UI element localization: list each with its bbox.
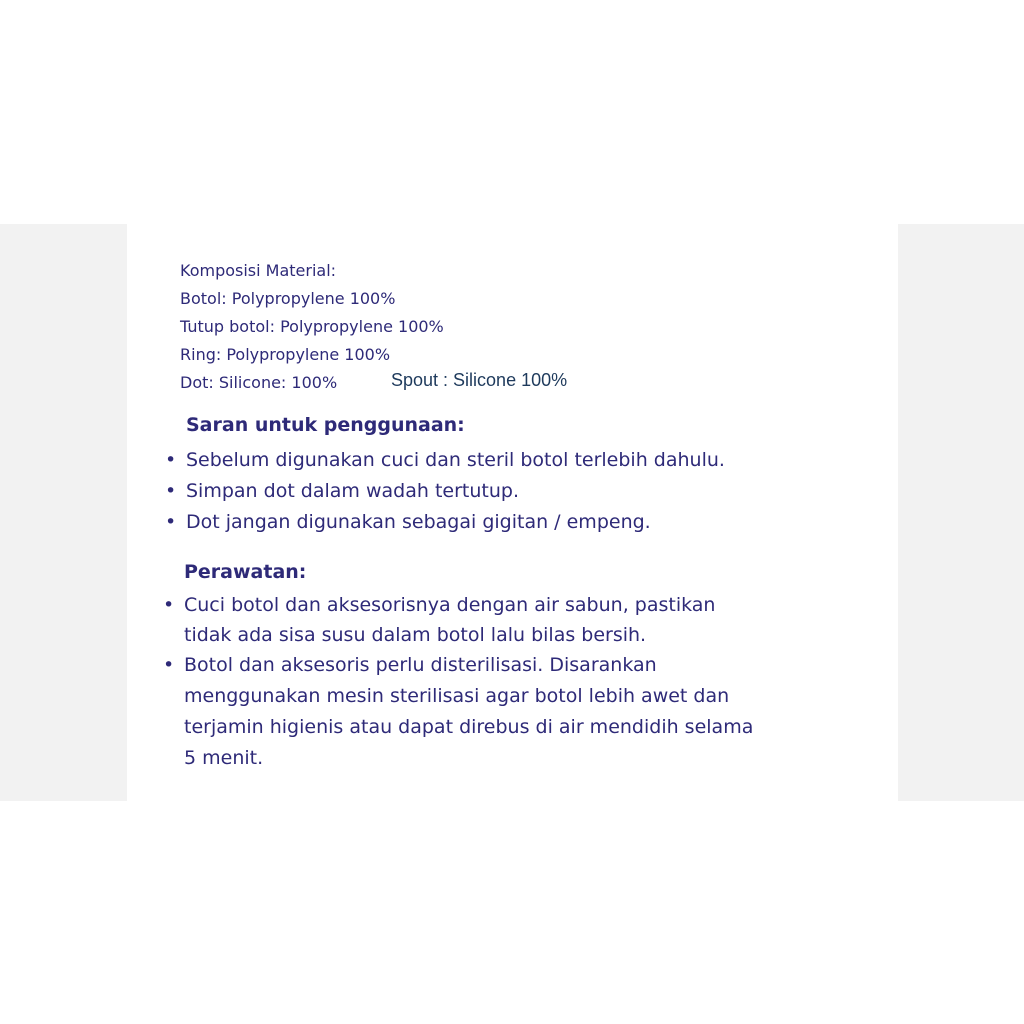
care-item-line: menggunakan mesin sterilisasi agar botol lebih awet dan — [184, 685, 730, 707]
bullet-icon: • — [163, 594, 175, 616]
composition-line-nipple: Dot: Silicone: 100% — [180, 373, 338, 392]
care-heading: Perawatan: — [184, 561, 307, 583]
bullet-icon: • — [165, 511, 177, 533]
bullet-icon: • — [165, 480, 177, 502]
bullet-icon: • — [163, 654, 175, 676]
composition-line-bottle: Botol: Polypropylene 100% — [180, 289, 396, 308]
care-item-line: terjamin higienis atau dapat direbus di air mendidih selama — [184, 716, 754, 738]
usage-item: Dot jangan digunakan sebagai gigitan / empeng. — [186, 511, 651, 533]
usage-item: Simpan dot dalam wadah tertutup. — [186, 480, 519, 502]
composition-line-spout: Spout : Silicone 100% — [391, 370, 568, 390]
care-item-line: Botol dan aksesoris perlu disterilisasi. Disarankan — [184, 654, 657, 676]
care-item-line: tidak ada sisa susu dalam botol lalu bilas bersih. — [184, 624, 647, 646]
usage-heading: Saran untuk penggunaan: — [186, 414, 465, 436]
care-item-line: Cuci botol dan aksesorisnya dengan air sabun, pastikan — [184, 594, 716, 616]
bullet-icon: • — [165, 449, 177, 471]
care-item-line: 5 menit. — [184, 747, 264, 769]
usage-item: Sebelum digunakan cuci dan steril botol terlebih dahulu. — [186, 449, 725, 471]
composition-line-cap: Tutup botol: Polypropylene 100% — [180, 317, 444, 336]
composition-title: Komposisi Material: — [180, 261, 337, 280]
composition-line-ring: Ring: Polypropylene 100% — [180, 345, 391, 364]
